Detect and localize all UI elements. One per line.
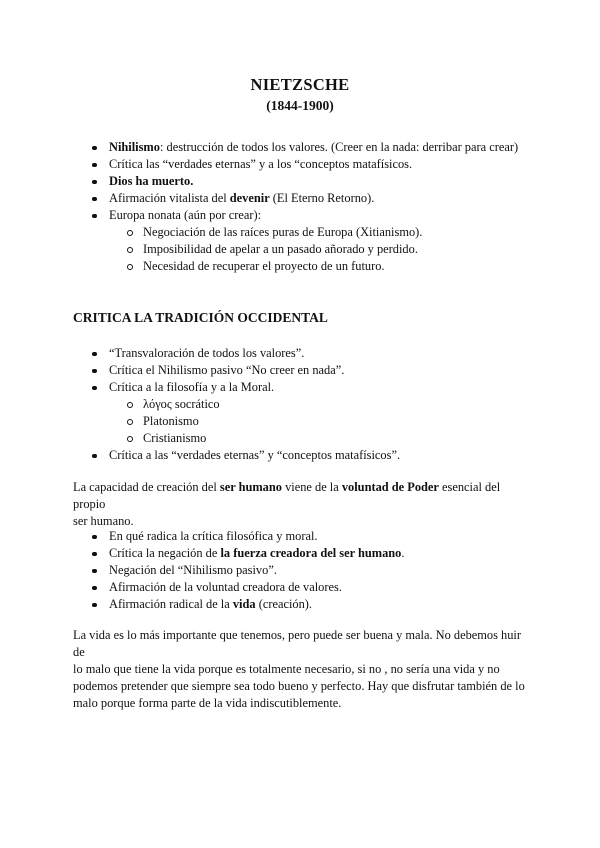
sub-list-item: Cristianismo: [88, 430, 558, 447]
section-heading: CRITICA LA TRADICIÓN OCCIDENTAL: [73, 310, 328, 325]
paragraph-la-vida: La vida es lo más importante que tenemos, pero puede ser buena y mala. No debemos huir de lo malo que tiene la vida porque es totalmente necesario, si no , no sería una vida y no podemos pretender que siempre sea todo bueno y perfecto. Hay que disfrutar también de lo malo porque forma parte de la vida indiscutiblemente.: [73, 628, 525, 710]
bullet-list-critica: [88, 345, 558, 464]
bullet-list-nihilismo: [88, 139, 558, 275]
sub-list-item: Platonismo: [88, 413, 558, 430]
list-item: Nihilismo: destrucción de todos los valores. (Creer en la nada: derribar para crear): [88, 139, 558, 156]
list-item: Crítica a la filosofía y a la Moral.: [88, 379, 558, 396]
list-item: Dios ha muerto.: [88, 173, 558, 190]
sub-list-item: λόγος socrático: [88, 396, 558, 413]
list-item: Afirmación vitalista del devenir (El Eterno Retorno).: [88, 190, 558, 207]
list-item: “Transvaloración de todos los valores”.: [88, 345, 558, 362]
list-item: Europa nonata (aún por crear):: [88, 207, 558, 224]
list-item: Crítica el Nihilismo pasivo “No creer en nada”.: [88, 362, 558, 379]
list-item: Crítica las “verdades eternas” y a los “conceptos matafísicos.: [88, 156, 558, 173]
list-item: Crítica a las “verdades eternas” y “conceptos matafísicos”.: [88, 447, 558, 464]
list-item: Afirmación de la voluntad creadora de valores.: [88, 579, 558, 596]
sub-list-item: Necesidad de recuperar el proyecto de un futuro.: [88, 258, 558, 275]
sub-list-item: Imposibilidad de apelar a un pasado añorado y perdido.: [88, 241, 558, 258]
list-item: En qué radica la crítica filosófica y moral.: [88, 528, 558, 545]
sub-list-item: Negociación de las raíces puras de Europa (Xitianismo).: [88, 224, 558, 241]
list-item: Crítica la negación de la fuerza creadora del ser humano.: [88, 545, 558, 562]
list-item: Negación del “Nihilismo pasivo”.: [88, 562, 558, 579]
page-subtitle-dates: (1844-1900): [266, 98, 334, 113]
list-item: Afirmación radical de la vida (creación).: [88, 596, 558, 613]
paragraph-voluntad-de-poder: La capacidad de creación del ser humano viene de la voluntad de Poder esencial del propio ser humano.: [73, 480, 501, 528]
bullet-list-vida: [88, 528, 558, 613]
page-title: NIETZSCHE: [250, 75, 350, 94]
